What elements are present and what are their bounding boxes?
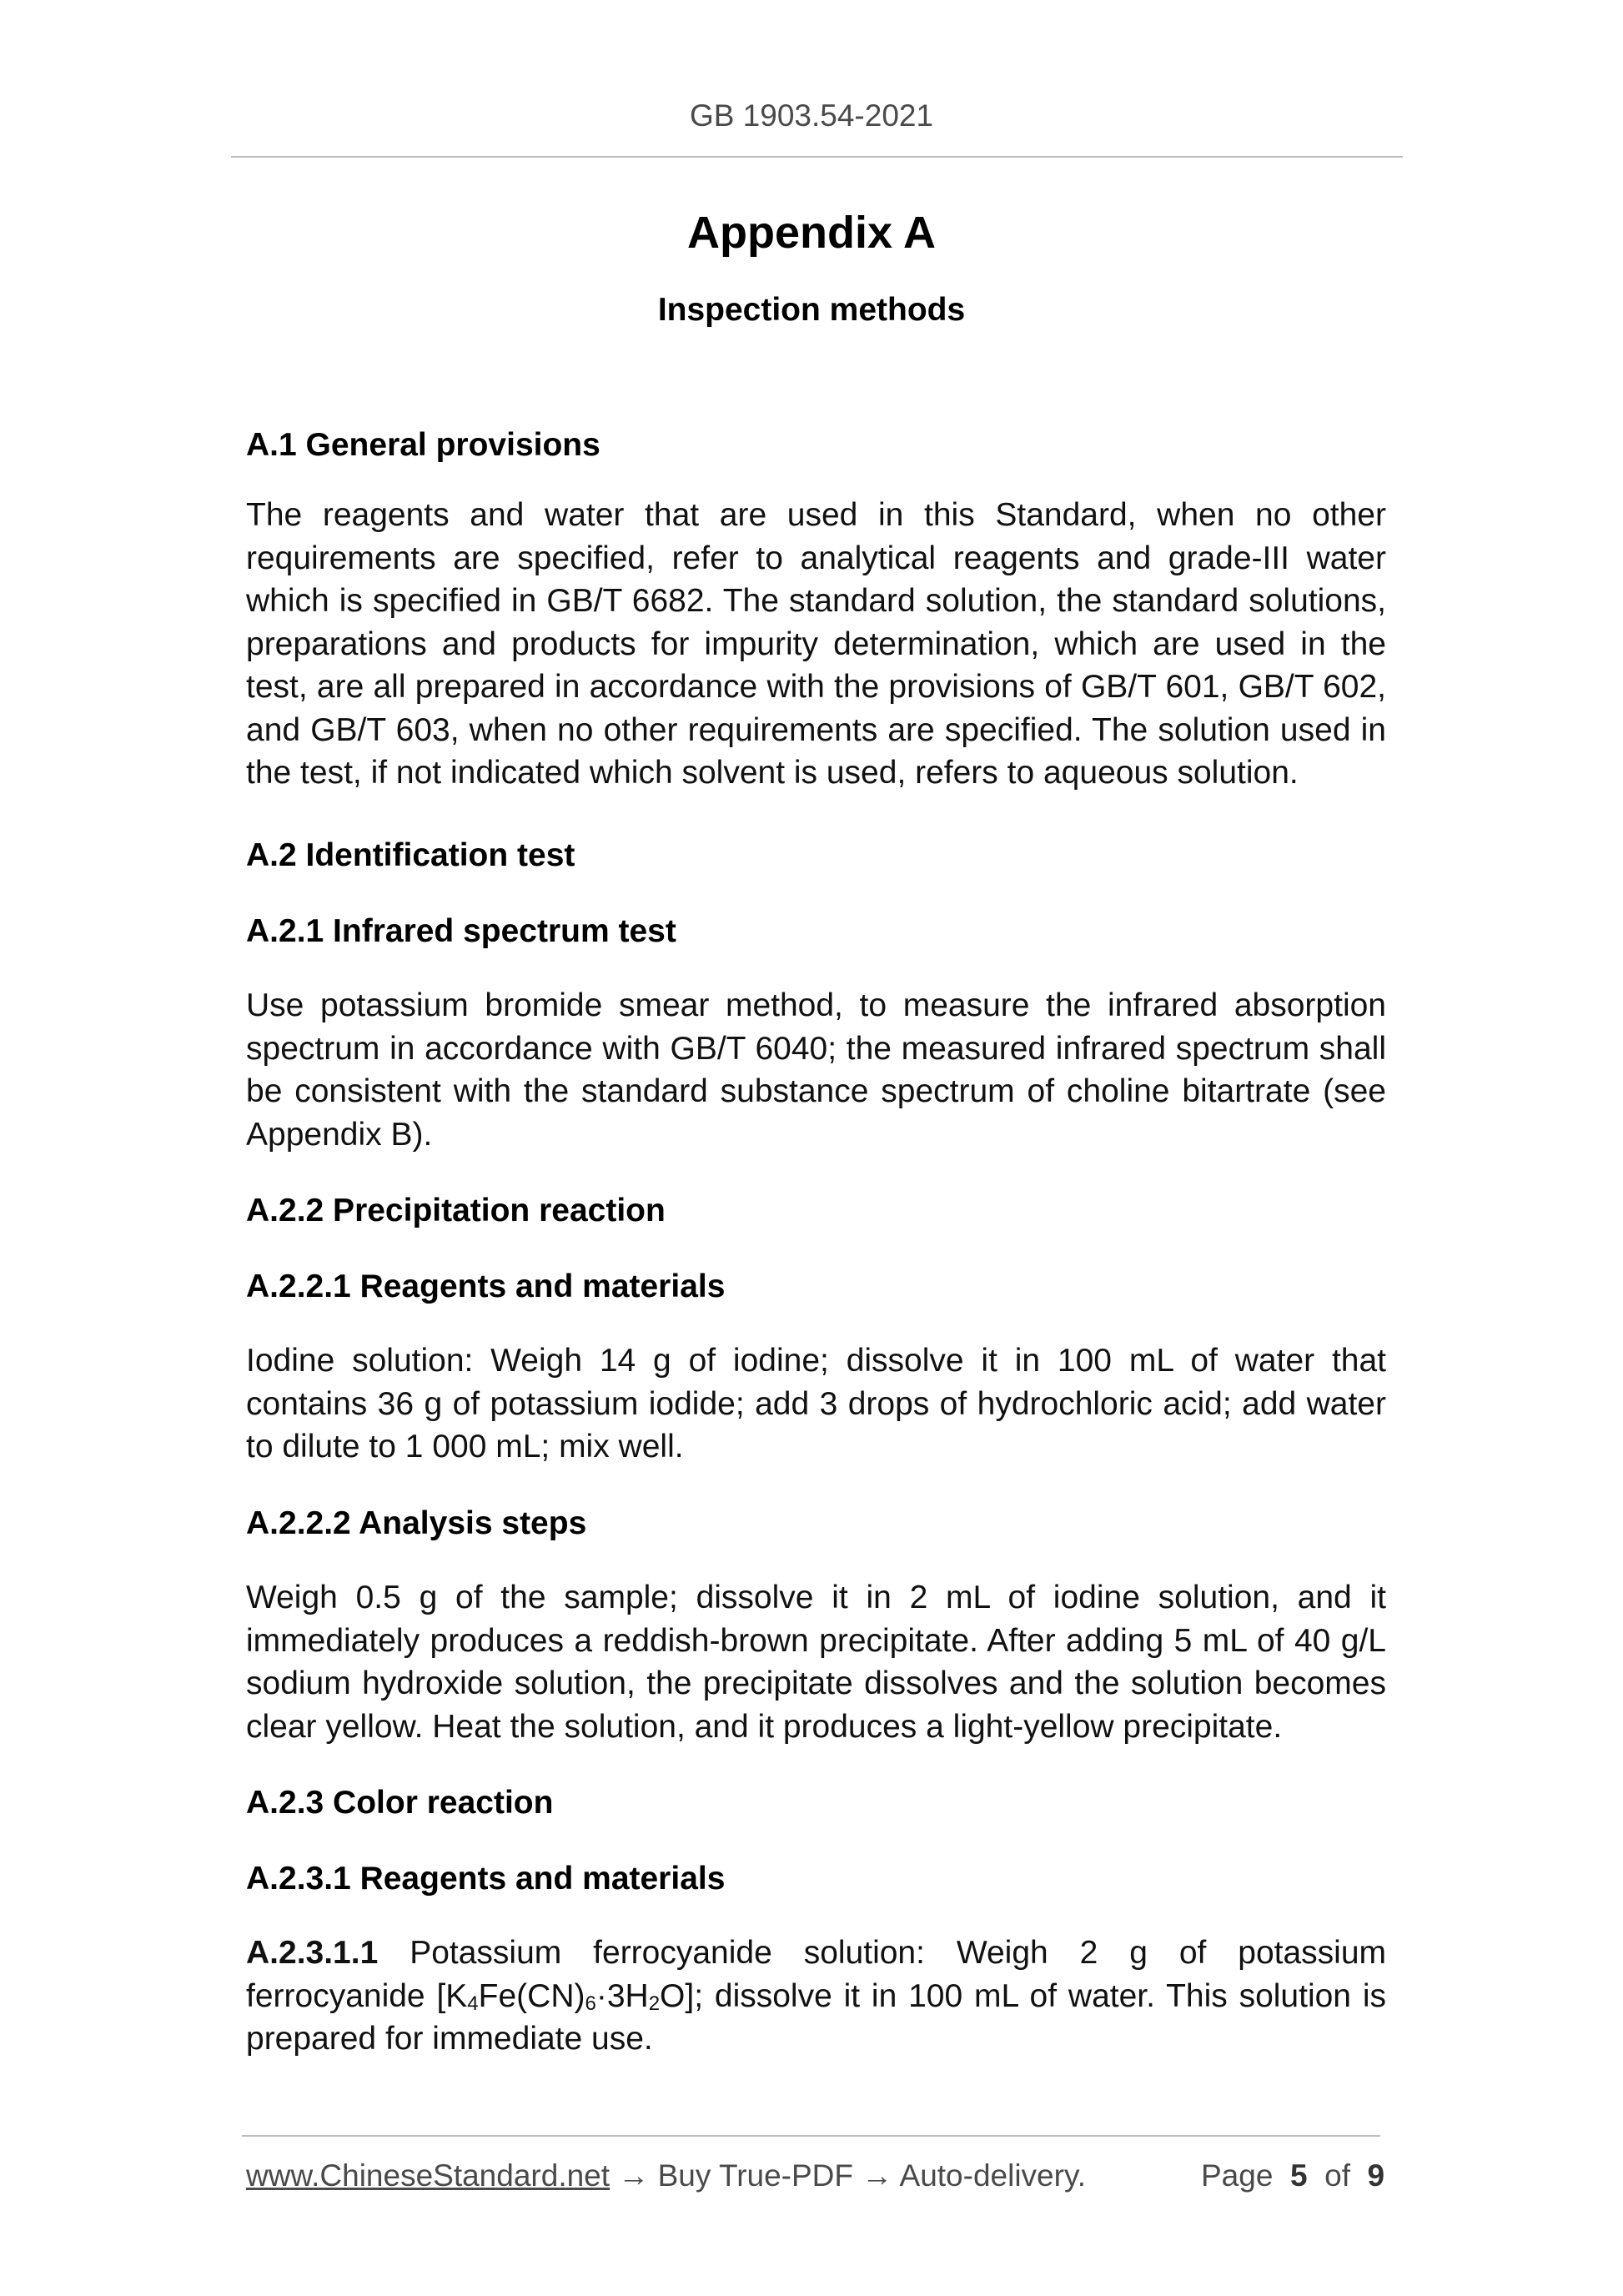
heading-a2: A.2 Identification test [246, 837, 575, 873]
heading-a221: A.2.2.1 Reagents and materials [246, 1269, 726, 1304]
paragraph-a222: Weigh 0.5 g of the sample; dissolve it in 2 mL of iodine solution, and it immediately produces a reddish-brown precipitate. After adding 5 mL of 40 g/L sodium hydroxide solution, the precipitate dissolves and the solution becomes clear yellow. Heat the solution, and it produces a light-yellow precipitate. [246, 1580, 1386, 1745]
appendix-subtitle: Inspection methods [657, 292, 966, 328]
heading-a22: A.2.2 Precipitation reaction [246, 1193, 666, 1228]
footer-promo [246, 2158, 1086, 2193]
appendix-title: Appendix A [686, 208, 936, 258]
heading-a222: A.2.2.2 Analysis steps [246, 1505, 587, 1541]
paragraph-a221: Iodine solution: Weigh 14 g of iodine; dissolve it in 100 mL of water that contains 36 g of potassium iodide; add 3 drops of hydrochloric acid; add water to dilute to 1 000 mL; mix well. [246, 1343, 1386, 1465]
paragraph-a21: Use potassium bromide smear method, to measure the infrared absorption spectrum in accordance with GB/T 6040; the measured infrared spectrum shall be consistent with the standard substance spectrum of choline bitartrate (see Appendix B). [246, 987, 1386, 1153]
promo-text: → Buy True-PDF → Auto-delivery. [610, 2158, 1086, 2193]
heading-a21: A.2.1 Infrared spectrum test [246, 913, 676, 949]
header-divider [231, 156, 1403, 158]
clause-label-a2311: A.2.3.1.1 [246, 1935, 379, 1971]
paragraph-a2311: A.2.3.1.1 Potassium ferrocyanide solution: Weigh 2 g of potassium ferrocyanide $[K_4Fe(CN)_6\cdot 3H_2O]$; dissolve it in 100 mL of water. This solution is prepared for immediate use. [246, 1935, 1386, 2057]
heading-a1: A.1 General provisions [246, 427, 600, 463]
paragraph-a1: The reagents and water that are used in this Standard, when no other requirements are specified, refer to analytical reagents and grade-III water which is specified in GB/T 6682. The standard solution, the standard solutions, preparations and products for impurity determination, which are used in the test, are all prepared in accordance with the provisions of GB/T 601, GB/T 602, and GB/T 603, when no other requirements are specified. The solution used in the test, if not indicated which solvent is used, refers to aqueous solution. [246, 497, 1386, 791]
page-total: 9 [1367, 2158, 1385, 2193]
header-document-code: GB 1903.54-2021 [689, 98, 934, 133]
site-link[interactable]: www.ChineseStandard.net [246, 2158, 611, 2193]
page-current: 5 [1289, 2158, 1308, 2193]
heading-a23: A.2.3 Color reaction [246, 1785, 554, 1821]
heading-a231: A.2.3.1 Reagents and materials [246, 1861, 726, 1897]
page-indicator: Page 5 of 9 [1201, 2158, 1385, 2193]
footer-divider [242, 2135, 1380, 2137]
